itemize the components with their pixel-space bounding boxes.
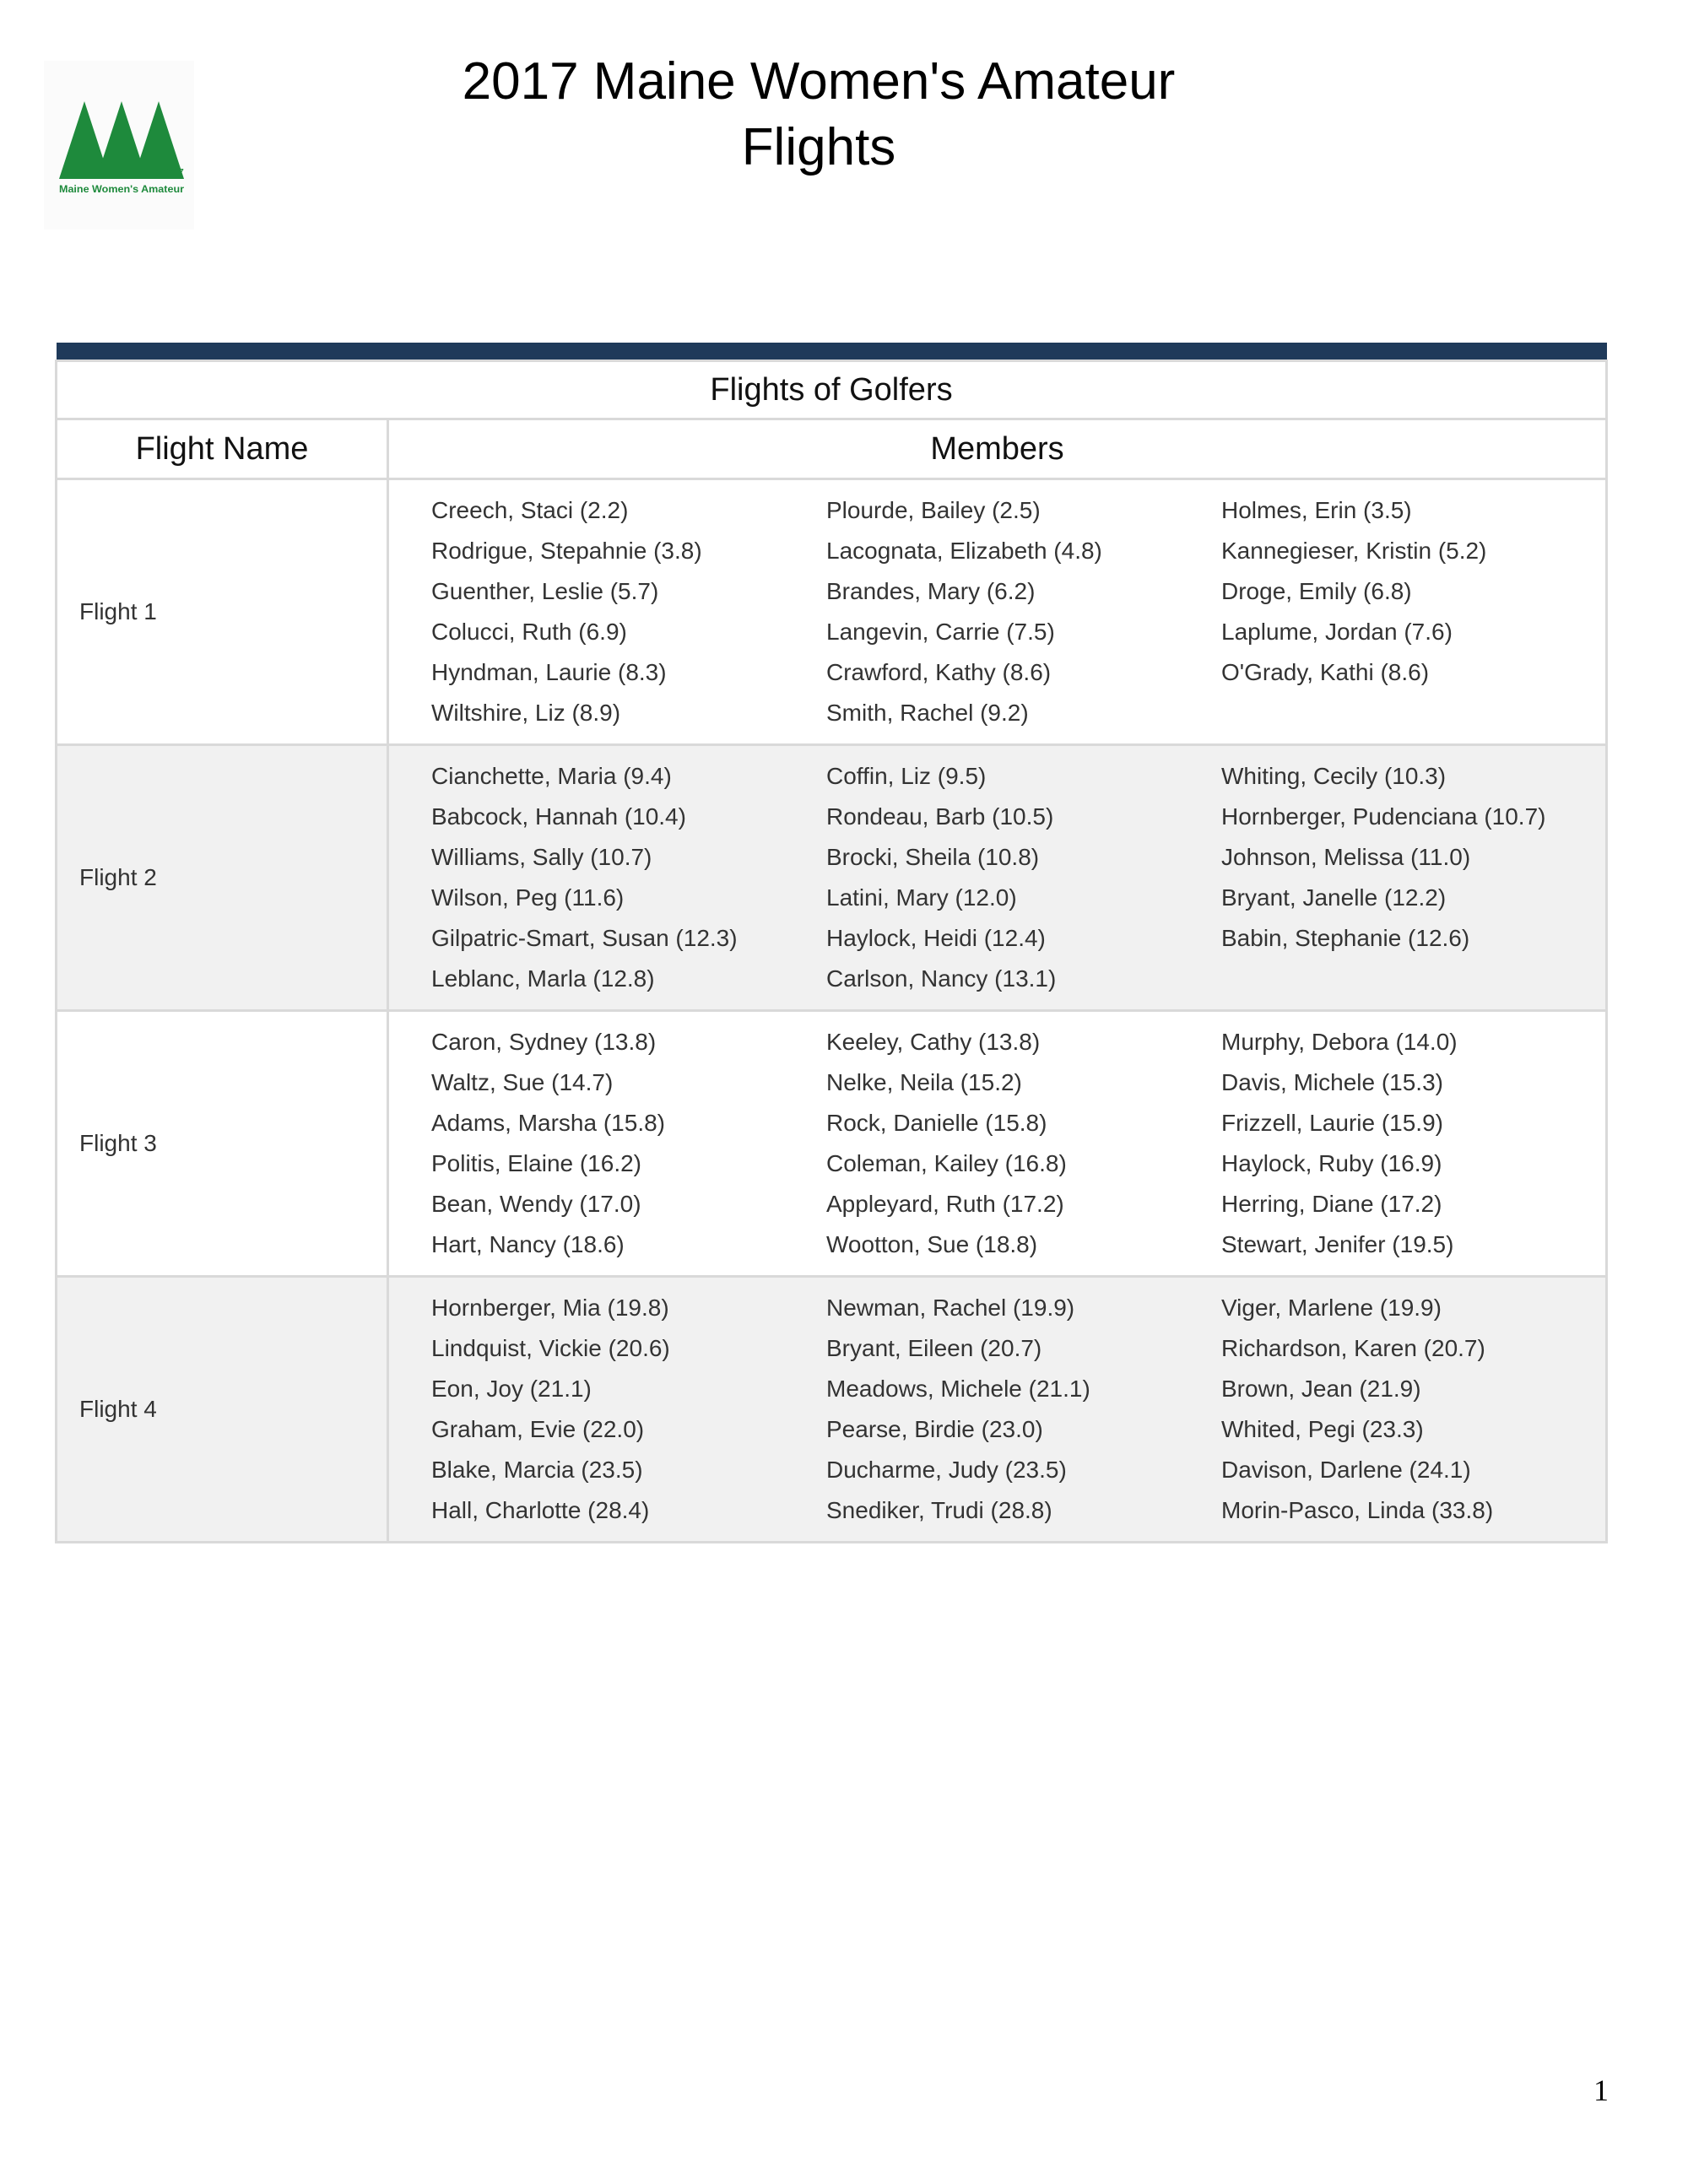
page-number: 1	[1593, 2073, 1609, 2107]
member-entry: Rodrigue, Stepahnie (3.8)	[431, 538, 702, 564]
table-header-row	[57, 419, 1607, 479]
table-row	[57, 1277, 1607, 1543]
table-row	[57, 745, 1607, 1011]
member-entry: Newman, Rachel (19.9)	[826, 1295, 1075, 1321]
member-entry: Ducharme, Judy (23.5)	[826, 1457, 1067, 1483]
member-entry: Hornberger, Pudenciana (10.7)	[1221, 803, 1546, 830]
member-entry: Brandes, Mary (6.2)	[826, 578, 1036, 604]
logo-year: 2017	[155, 166, 184, 181]
member-entry: Wiltshire, Liz (8.9)	[431, 700, 621, 726]
member-entry: Blake, Marcia (23.5)	[431, 1457, 643, 1483]
member-list	[389, 1022, 1605, 1265]
member-entry: Kannegieser, Kristin (5.2)	[1221, 538, 1487, 564]
member-list	[389, 1288, 1605, 1531]
page-title-line-2: Flights	[741, 118, 896, 176]
member-entry: Nelke, Neila (15.2)	[826, 1069, 1022, 1095]
member-entry: Johnson, Melissa (11.0)	[1221, 844, 1471, 870]
table-row	[57, 1011, 1607, 1277]
member-entry: Creech, Staci (2.2)	[431, 497, 629, 523]
member-entry: Babin, Stephanie (12.6)	[1221, 925, 1470, 951]
member-entry: Colucci, Ruth (6.9)	[431, 619, 627, 645]
members-cell	[388, 745, 1607, 1011]
members-cell	[388, 1011, 1607, 1277]
member-entry: Hornberger, Mia (19.8)	[431, 1295, 669, 1321]
column-header-flight-name: Flight Name	[57, 419, 388, 479]
member-entry: Whiting, Cecily (10.3)	[1221, 763, 1447, 789]
member-entry: Coffin, Liz (9.5)	[826, 763, 987, 789]
member-entry: Bryant, Janelle (12.2)	[1221, 884, 1447, 911]
member-entry: Caron, Sydney (13.8)	[431, 1029, 657, 1055]
three-trees-logo-icon	[44, 61, 194, 230]
member-entry: Babcock, Hannah (10.4)	[431, 803, 686, 830]
page-title	[321, 49, 1317, 181]
flight-name: Flight 3	[57, 1011, 388, 1277]
flights-table	[55, 343, 1608, 1543]
member-entry: Brocki, Sheila (10.8)	[826, 844, 1040, 870]
member-entry: Holmes, Erin (3.5)	[1221, 497, 1412, 523]
member-entry: Davison, Darlene (24.1)	[1221, 1457, 1471, 1483]
member-entry: Bean, Wendy (17.0)	[431, 1191, 641, 1217]
member-entry: Viger, Marlene (19.9)	[1221, 1295, 1442, 1321]
member-entry: Haylock, Ruby (16.9)	[1221, 1150, 1442, 1176]
member-entry: Droge, Emily (6.8)	[1221, 578, 1412, 604]
member-entry: Herring, Diane (17.2)	[1221, 1191, 1442, 1217]
member-entry: Whited, Pegi (23.3)	[1221, 1416, 1424, 1442]
members-cell	[388, 1277, 1607, 1543]
member-entry: Smith, Rachel (9.2)	[826, 700, 1029, 726]
table-caption-row	[57, 361, 1607, 419]
member-entry: Politis, Elaine (16.2)	[431, 1150, 642, 1176]
member-entry: Leblanc, Marla (12.8)	[431, 965, 655, 992]
member-entry: Hall, Charlotte (28.4)	[431, 1497, 650, 1523]
member-entry: Snediker, Trudi (28.8)	[826, 1497, 1052, 1523]
member-entry: Pearse, Birdie (23.0)	[826, 1416, 1043, 1442]
member-entry: Laplume, Jordan (7.6)	[1221, 619, 1453, 645]
page-title-line-1: 2017 Maine Women's Amateur	[462, 52, 1176, 111]
member-list	[389, 756, 1605, 999]
member-entry: Richardson, Karen (20.7)	[1221, 1335, 1485, 1361]
members-cell	[388, 479, 1607, 745]
member-entry: Hyndman, Laurie (8.3)	[431, 659, 667, 685]
member-entry: Rondeau, Barb (10.5)	[826, 803, 1054, 830]
member-entry: Bryant, Eileen (20.7)	[826, 1335, 1042, 1361]
member-entry: Wilson, Peg (11.6)	[431, 884, 625, 911]
member-entry: Brown, Jean (21.9)	[1221, 1376, 1421, 1402]
member-entry: Wootton, Sue (18.8)	[826, 1231, 1038, 1257]
flight-name: Flight 1	[57, 479, 388, 745]
member-entry: Lacognata, Elizabeth (4.8)	[826, 538, 1102, 564]
member-entry: Carlson, Nancy (13.1)	[826, 965, 1057, 992]
member-entry: Crawford, Kathy (8.6)	[826, 659, 1052, 685]
member-entry: Latini, Mary (12.0)	[826, 884, 1017, 911]
table-caption: Flights of Golfers	[57, 361, 1607, 419]
member-entry: Hart, Nancy (18.6)	[431, 1231, 625, 1257]
table-top-bar	[57, 343, 1607, 361]
member-entry: Adams, Marsha (15.8)	[431, 1110, 665, 1136]
member-entry: Guenther, Leslie (5.7)	[431, 578, 659, 604]
member-entry: Cianchette, Maria (9.4)	[431, 763, 672, 789]
column-header-members: Members	[388, 419, 1607, 479]
member-entry: O'Grady, Kathi (8.6)	[1221, 659, 1430, 685]
member-entry: Frizzell, Laurie (15.9)	[1221, 1110, 1443, 1136]
flight-name: Flight 2	[57, 745, 388, 1011]
member-entry: Murphy, Debora (14.0)	[1221, 1029, 1458, 1055]
member-entry: Davis, Michele (15.3)	[1221, 1069, 1443, 1095]
logo-text: Maine Women's Amateur	[59, 183, 185, 195]
member-entry: Plourde, Bailey (2.5)	[826, 497, 1041, 523]
flight-name: Flight 4	[57, 1277, 388, 1543]
member-entry: Morin-Pasco, Linda (33.8)	[1221, 1497, 1494, 1523]
member-entry: Coleman, Kailey (16.8)	[826, 1150, 1067, 1176]
member-entry: Graham, Evie (22.0)	[431, 1416, 645, 1442]
member-entry: Haylock, Heidi (12.4)	[826, 925, 1046, 951]
table-row	[57, 479, 1607, 745]
member-entry: Rock, Danielle (15.8)	[826, 1110, 1047, 1136]
member-entry: Waltz, Sue (14.7)	[431, 1069, 614, 1095]
member-entry: Keeley, Cathy (13.8)	[826, 1029, 1041, 1055]
member-entry: Stewart, Jenifer (19.5)	[1221, 1231, 1454, 1257]
member-list	[389, 490, 1605, 733]
member-entry: Meadows, Michele (21.1)	[826, 1376, 1090, 1402]
member-entry: Gilpatric-Smart, Susan (12.3)	[431, 925, 738, 951]
member-entry: Williams, Sally (10.7)	[431, 844, 652, 870]
member-entry: Langevin, Carrie (7.5)	[826, 619, 1055, 645]
member-entry: Lindquist, Vickie (20.6)	[431, 1335, 670, 1361]
member-entry: Eon, Joy (21.1)	[431, 1376, 592, 1402]
logo	[44, 61, 194, 230]
member-entry: Appleyard, Ruth (17.2)	[826, 1191, 1064, 1217]
